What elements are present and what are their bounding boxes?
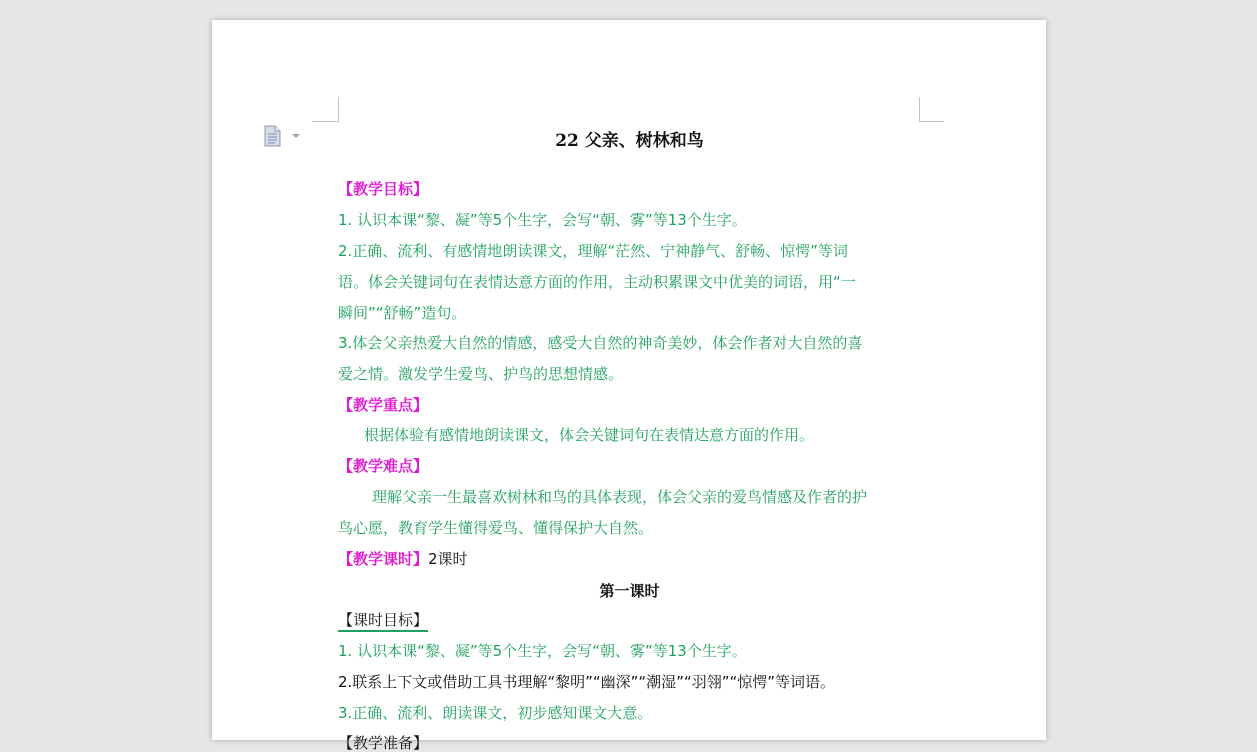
objective-3-line-2: 爱之情。激发学生爱鸟、护鸟的思想情感。 — [338, 365, 624, 383]
key-points-text: 根据体验有感情地朗读课文，体会关键词句在表情达意方面的作用。 — [364, 426, 815, 444]
difficulties-line — [338, 457, 928, 475]
objective-3-line-1: 3.体会父亲热爱大自然的情感，感受大自然的神奇美妙，体会作者对大自然的喜 — [338, 334, 863, 352]
key-points-heading: 【教学重点】 — [338, 396, 429, 414]
objectives-heading: 【教学目标】 — [338, 180, 429, 198]
difficulties-heading: 【教学难点】 — [338, 457, 429, 475]
lesson-objective-1: 1. 认识本课“黎、凝”等5个生字，会写“朝、雾”等13个生字。 — [338, 642, 747, 660]
lesson-objective-2: 2.联系上下文或借助工具书理解“黎明”“幽深”“潮湿”“羽翎”“惊愕”等词语。 — [338, 673, 836, 691]
lesson-objectives-heading: 【课时目标】 — [338, 611, 428, 632]
crop-mark-top-right — [919, 97, 944, 122]
document-title: 22 父亲、树林和鸟 — [555, 131, 704, 151]
objectives-line — [338, 180, 928, 198]
lesson-objectives-line — [338, 611, 928, 629]
objective-2-line-2: 语。体会关键词句在表情达意方面的作用，主动积累课文中优美的词语，用“一 — [338, 273, 856, 291]
objective-1: 1. 认识本课“黎、凝”等5个生字，会写“朝、雾”等13个生字。 — [338, 211, 747, 229]
objective-2-line-3: 瞬间”“舒畅”造句。 — [338, 304, 467, 322]
objective-2-line-1: 2.正确、流利、有感情地朗读课文，理解“茫然、宁神静气、舒畅、惊愕”等词 — [338, 242, 848, 260]
document-page — [212, 20, 1046, 752]
hours-line — [338, 550, 928, 568]
lesson-objective-3: 3.正确、流利、朗读课文，初步感知课文大意。 — [338, 704, 653, 722]
hours-value: 2课时 — [428, 550, 468, 568]
partial-heading: 【教学准备】 — [338, 734, 429, 752]
first-lesson-title: 第一课时 — [599, 582, 660, 600]
key-points-line — [338, 396, 928, 414]
difficulties-line-1: 理解父亲一生最喜欢树林和鸟的具体表现，体会父亲的爱鸟情感及作者的护 — [372, 488, 868, 506]
hours-heading: 【教学课时】 — [338, 550, 429, 568]
crop-mark-top-left — [312, 97, 339, 122]
document-options-icon[interactable] — [264, 125, 304, 147]
difficulties-line-2: 鸟心愿，教育学生懂得爱鸟、懂得保护大自然。 — [338, 519, 654, 537]
